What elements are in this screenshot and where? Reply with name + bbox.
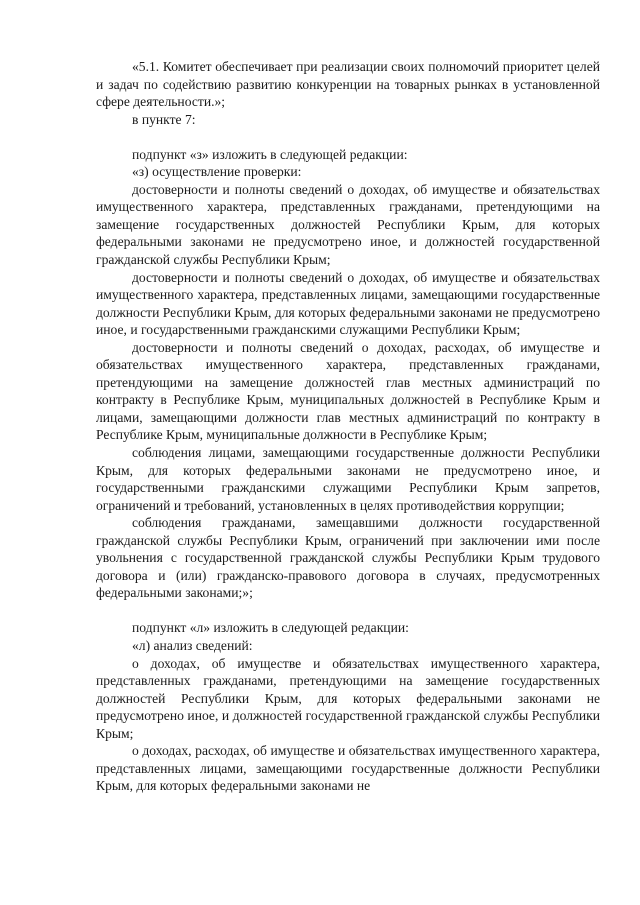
paragraph-5-1: «5.1. Комитет обеспечивает при реализации своих полномочий приоритет целей и задач по содействию развитию конкуренции на товарных рынках в установленной сфере деятельности.»; xyxy=(96,59,600,110)
paragraph-check-officials: достоверности и полноты сведений о доходах, об имуществе и обязательствах имущественного характера, представленных лицами, замещающими государственные должности Республики Крым, для которых федеральными законами не предусмотрено иное, и государственными гражданскими служащими Республики Крым; xyxy=(96,269,600,338)
paragraph-subitem-l: «л) анализ сведений: xyxy=(132,637,253,653)
paragraph-analysis-citizens: о доходах, об имуществе и обязательствах имущественного характера, представленных гражданами, претендующими на замещение государственных должностей Республики Крым, для которых федеральными законами не предусмотрено иное, и должностей государственной гражданской службы Республики Крым; xyxy=(96,655,600,741)
paragraph-check-citizens: достоверности и полноты сведений о доходах, об имуществе и обязательствах имущественного характера, представленных гражданами, претендующими на замещение государственных должностей Республики Крым, для которых федеральными законами не предусмотрено иное, и должностей государственной гражданской службы Республики Крым; xyxy=(96,181,600,267)
paragraph-subitem-l-intro: подпункт «л» изложить в следующей редакции: xyxy=(132,620,409,636)
paragraph-compliance-former: соблюдения гражданами, замещавшими должности государственной гражданской службы Республики Крым, ограничений при заключении ими после увольнения с государственной гражданской службы Республики Крым трудового договора и (или) гражданско-правового договора в случаях, предусмотренных федеральными законами;»; xyxy=(96,515,600,601)
paragraph-check-municipal: достоверности и полноты сведений о доходах, расходах, об имуществе и обязательствах имущественного характера, представленных гражданами, претендующими на замещение должностей глав местных администраций по контракту в Республике Крым, муниципальных должностей в Республике Крым и лицами, замещающими должности глав местных администраций по контракту в Республике Крым, муниципальные должности в Республике Крым; xyxy=(96,339,600,443)
paragraph-analysis-officials: о доходах, расходах, об имуществе и обязательствах имущественного характера, представленных лицами, замещающими государственные должности Республики Крым, для которых федеральными законами не xyxy=(96,743,600,794)
paragraph-item-7: в пункте 7: xyxy=(132,111,196,127)
spacer xyxy=(96,128,600,146)
paragraph-compliance-officials: соблюдения лицами, замещающими государственные должности Республики Крым, для которых федеральными законами не предусмотрено иное, и государственными гражданскими служащими Республики Крым запретов, ограничений и требований, установленных в целях противодействия коррупции; xyxy=(96,444,600,513)
paragraph-subitem-z: «з) осуществление проверки: xyxy=(132,164,302,180)
spacer xyxy=(96,602,600,620)
document-page xyxy=(96,58,600,795)
paragraph-subitem-z-intro: подпункт «з» изложить в следующей редакции: xyxy=(132,146,408,162)
